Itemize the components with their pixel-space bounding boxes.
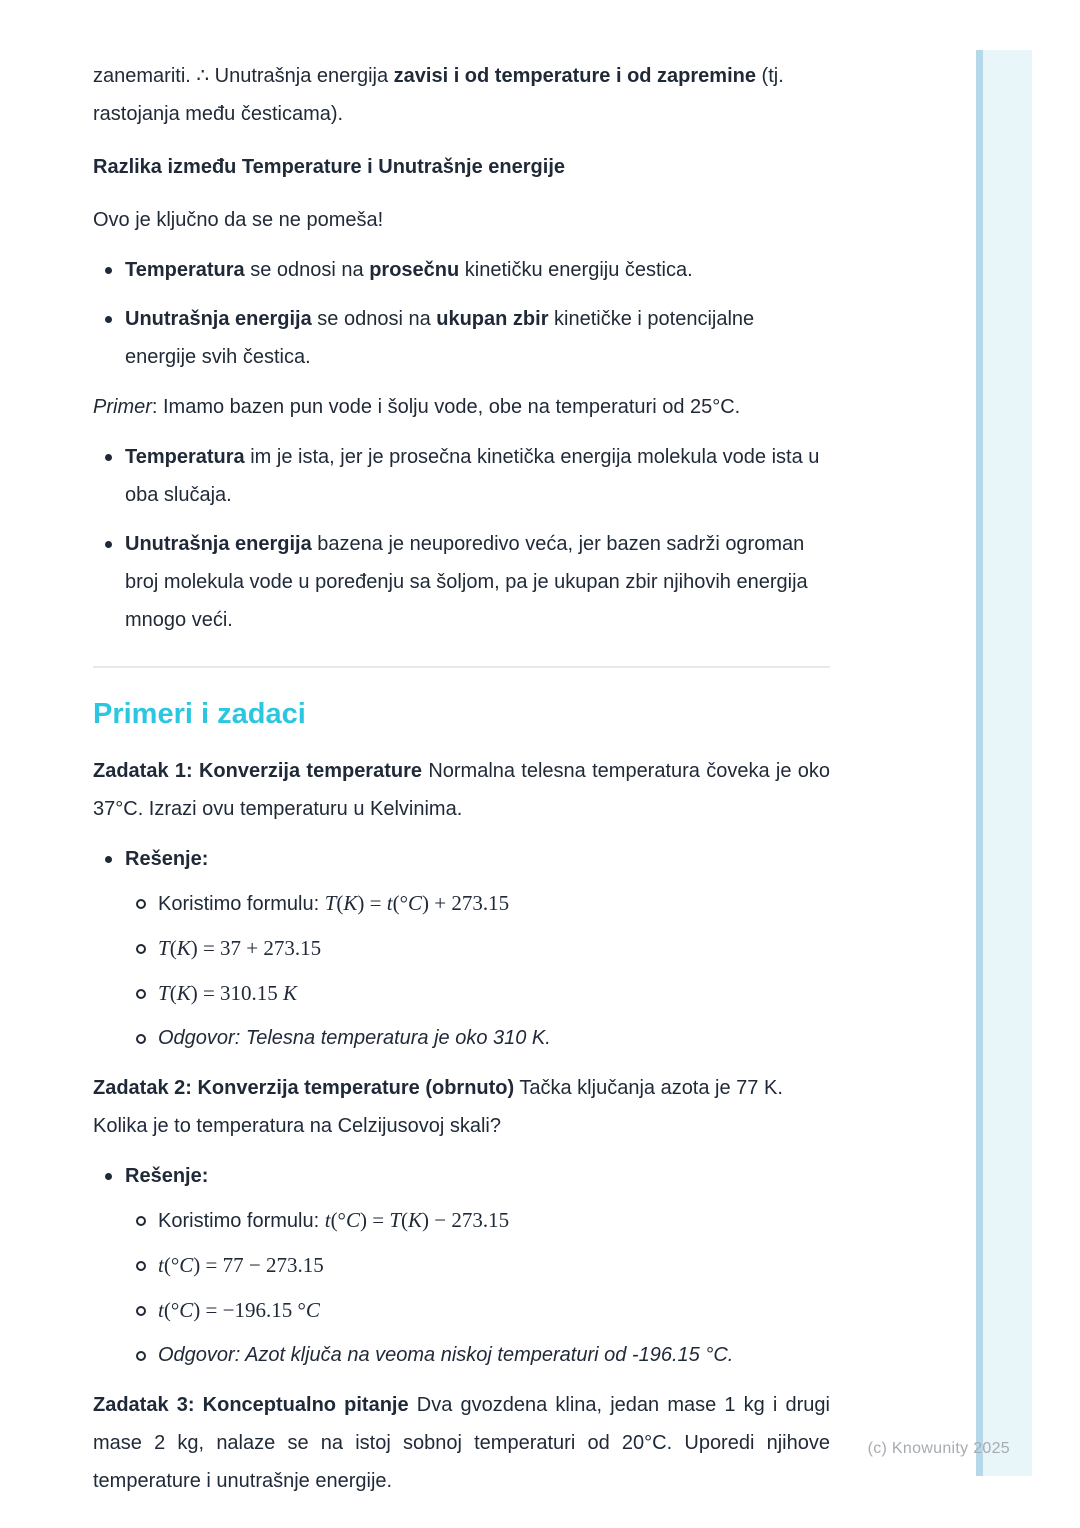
copyright-notice: (c) Knowunity 2025 <box>867 1440 1010 1457</box>
solution-step: Koristimo formulu: t(°C) = T(K) − 273.15 <box>125 1201 830 1240</box>
section-divider <box>93 666 830 668</box>
document-content <box>93 45 830 1512</box>
zadatak-1-solution <box>93 840 830 1057</box>
list-item-energija-veca: Unutrašnja energija bazena je neuporedivo veća, jer bazen sadrži ogroman broj molekula vode u poređenju sa šoljom, pa je ukupan zbir njihovih energija mnogo veći. <box>93 525 830 639</box>
list-item-temperatura: Temperatura se odnosi na prosečnu kinetičku energiju čestica. <box>93 251 830 289</box>
zadatak-2-solution <box>93 1157 830 1374</box>
solution-step: Odgovor: Telesna temperatura je oko 310 K. <box>125 1019 830 1057</box>
paragraph-intro: zanemariti. ∴ Unutrašnja energija zavisi i od temperature i od zapremine (tj. rastojanja među česticama). <box>93 65 784 125</box>
resenje-item <box>93 1157 830 1374</box>
solution-steps <box>125 1201 830 1374</box>
resenje-label: Rešenje: <box>125 1165 209 1187</box>
solution-step <box>125 929 830 968</box>
zadatak-2-text: Zadatak 2: Konverzija temperature (obrnuto) Tačka ključanja azota je 77 K. Kolika je to temperatura na Celzijusovoj skali? <box>93 1077 783 1137</box>
right-highlight-panel <box>976 50 1032 1476</box>
solution-steps <box>125 884 830 1057</box>
zadatak-3-text: Zadatak 3: Konceptualno pitanje Dva gvozdena klina, jedan mase 1 kg i drugi mase 2 kg, nalaze se na istoj sobnoj temperaturi od 20°C. Uporedi njihove temperature i unutrašnje energije. <box>93 1394 831 1492</box>
paragraph-key-note: Ovo je ključno da se ne pomeša! <box>93 209 384 231</box>
zadatak-1-text: Zadatak 1: Konverzija temperature Normalna telesna temperatura čoveka je oko 37°C. Izrazi ovu temperaturu u Kelvinima. <box>93 760 831 820</box>
solution-step <box>125 1291 830 1330</box>
solution-step <box>125 974 830 1013</box>
math-formula: T(K) = 37 + 273.15 <box>158 936 322 960</box>
math-formula: t(°C) = T(K) − 273.15 <box>324 1208 510 1232</box>
resenje-label: Rešenje: <box>125 848 209 870</box>
resenje-item <box>93 840 830 1057</box>
paragraph-primer: Primer: Imamo bazen pun vode i šolju vode, obe na temperaturi od 25°C. <box>93 396 741 418</box>
list-item-unutrasnja-energija: Unutrašnja energija se odnosi na ukupan zbir kinetičke i potencijalne energije svih čestica. <box>93 300 830 376</box>
solution-step: Odgovor: Azot ključa na veoma niskoj temperaturi od -196.15 °C. <box>125 1336 830 1374</box>
solution-step: Koristimo formulu: T(K) = t(°C) + 273.15 <box>125 884 830 923</box>
math-formula: t(°C) = 77 − 273.15 <box>158 1253 324 1277</box>
list-item-temperatura-ista: Temperatura im je ista, jer je prosečna kinetička energija molekula vode ista u oba slučaja. <box>93 438 830 514</box>
section-title-primeri: Primeri i zadaci <box>93 698 306 730</box>
math-formula: T(K) = 310.15 K <box>158 981 298 1005</box>
solution-step <box>125 1246 830 1285</box>
math-formula: T(K) = t(°C) + 273.15 <box>324 891 510 915</box>
comparison-list <box>93 438 830 639</box>
section-heading-razlika: Razlika između Temperature i Unutrašnje energije <box>93 156 565 178</box>
math-formula: t(°C) = −196.15 °C <box>158 1298 320 1322</box>
definition-list <box>93 251 830 376</box>
